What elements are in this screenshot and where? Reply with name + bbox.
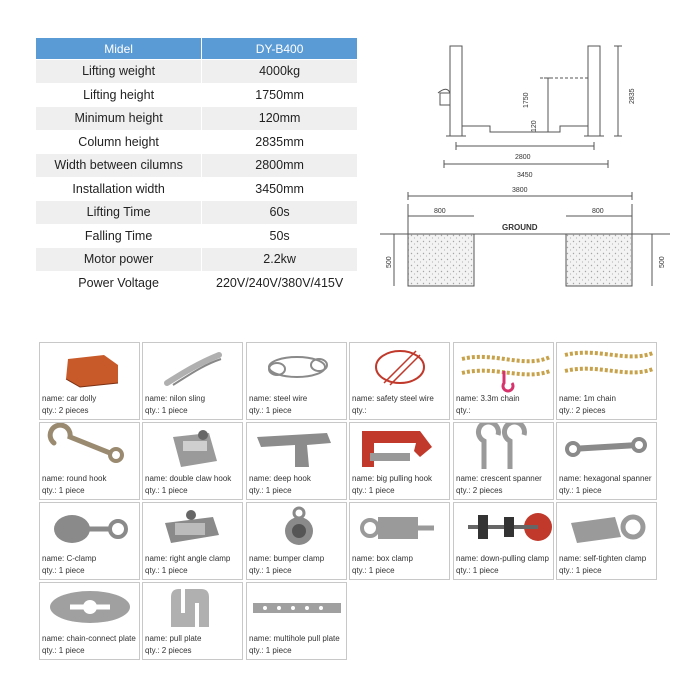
- accessory-card: [39, 582, 140, 660]
- spec-row: [36, 248, 358, 272]
- accessory-name: name: hexagonal spanner: [559, 474, 652, 483]
- accessory-card: [556, 422, 657, 500]
- accessory-qty: qty.: 1 piece: [352, 566, 395, 575]
- round-hook-icon: [40, 423, 139, 473]
- accessory-name: name: chain-connect plate: [42, 634, 136, 643]
- accessory-card: [556, 342, 657, 420]
- accessory-card: [246, 582, 347, 660]
- dim-left-pad-label: 800: [434, 208, 446, 215]
- pull-plate-icon: [143, 583, 242, 633]
- spec-value: 4000kg: [202, 60, 358, 84]
- box-clamp-icon: [350, 503, 449, 553]
- accessory-name: name: crescent spanner: [456, 474, 542, 483]
- spec-key: Falling Time: [36, 224, 202, 248]
- accessory-qty: qty.:: [456, 406, 471, 415]
- accessory-card: [142, 422, 243, 500]
- accessory-qty: qty.:: [352, 406, 367, 415]
- accessory-name: name: deep hook: [249, 474, 311, 483]
- accessory-name: name: steel wire: [249, 394, 308, 403]
- accessory-name: name: box clamp: [352, 554, 413, 563]
- spec-row: [36, 60, 358, 84]
- steel-wire-icon: [247, 343, 346, 393]
- dim-left-depth-label: 500: [386, 256, 393, 268]
- accessory-name: name: car dolly: [42, 394, 97, 403]
- hex-spanner-icon: [557, 423, 656, 473]
- spec-value: 220V/240V/380V/415V: [202, 271, 358, 295]
- accessory-qty: qty.: 1 piece: [249, 406, 292, 415]
- spec-value: 1750mm: [202, 83, 358, 107]
- accessory-name: name: double claw hook: [145, 474, 232, 483]
- accessory-qty: qty.: 1 piece: [456, 566, 499, 575]
- accessory-card: [349, 502, 450, 580]
- right-column: [588, 46, 600, 136]
- spec-row: [36, 107, 358, 131]
- left-foundation-pad: [408, 234, 474, 286]
- accessory-name: name: bumper clamp: [249, 554, 325, 563]
- foundation-drawing-svg: [380, 186, 670, 298]
- nylon-sling-icon: [143, 343, 242, 393]
- dim-lift-label: 1750: [523, 92, 530, 108]
- accessory-qty: qty.: 1 piece: [145, 486, 188, 495]
- spec-row: [36, 177, 358, 201]
- accessory-card: [39, 422, 140, 500]
- spec-key: Lifting Time: [36, 201, 202, 225]
- accessory-name: name: multihole pull plate: [249, 634, 340, 643]
- accessory-card: [142, 582, 243, 660]
- accessory-name: name: right angle clamp: [145, 554, 231, 563]
- car-dolly-icon: [40, 343, 139, 393]
- spec-row: [36, 130, 358, 154]
- spec-value: 2835mm: [202, 130, 358, 154]
- accessory-name: name: safety steel wire: [352, 394, 434, 403]
- ground-label: GROUND: [502, 223, 538, 232]
- angle-clamp-icon: [143, 503, 242, 553]
- dim-right-depth-label: 500: [659, 256, 666, 268]
- pulling-hook-icon: [350, 423, 449, 473]
- dim-total-label: 3800: [512, 187, 528, 194]
- accessory-qty: qty.: 2 pieces: [559, 406, 606, 415]
- dim-right-pad-label: 800: [592, 208, 604, 215]
- accessory-name: name: 3.3m chain: [456, 394, 520, 403]
- down-pulling-clamp-icon: [454, 503, 553, 553]
- right-foundation-pad: [566, 234, 632, 286]
- spec-key: Installation width: [36, 177, 202, 201]
- accessory-card: [246, 502, 347, 580]
- accessory-name: name: down-pulling clamp: [456, 554, 549, 563]
- dim-width-label: 2800: [515, 154, 531, 161]
- spec-value: 3450mm: [202, 177, 358, 201]
- safety-wire-icon: [350, 343, 449, 393]
- accessory-card: [142, 502, 243, 580]
- spec-value: 2.2kw: [202, 248, 358, 272]
- left-column: [450, 46, 462, 136]
- accessory-card: [142, 342, 243, 420]
- chain-icon: [557, 343, 656, 393]
- accessory-qty: qty.: 2 pieces: [42, 406, 89, 415]
- accessory-qty: qty.: 1 piece: [249, 646, 292, 655]
- accessory-name: name: nilon sling: [145, 394, 206, 403]
- spec-header-key: Midel: [36, 38, 202, 60]
- lift-dimension-drawing: [420, 38, 660, 188]
- accessory-qty: qty.: 1 piece: [559, 486, 602, 495]
- accessory-qty: qty.: 1 piece: [145, 566, 188, 575]
- spec-row: [36, 154, 358, 178]
- spec-table-header: [36, 38, 358, 60]
- spec-row: [36, 224, 358, 248]
- dim-height-label: 2835: [629, 88, 636, 104]
- crescent-spanner-icon: [454, 423, 553, 473]
- spec-key: Minimum height: [36, 107, 202, 131]
- deep-hook-icon: [247, 423, 346, 473]
- foundation-drawing: [380, 186, 670, 298]
- spec-value: 60s: [202, 201, 358, 225]
- spec-value: 50s: [202, 224, 358, 248]
- spec-value: 120mm: [202, 107, 358, 131]
- c-clamp-icon: [40, 503, 139, 553]
- accessory-card: [453, 342, 554, 420]
- accessory-card: [246, 422, 347, 500]
- claw-hook-icon: [143, 423, 242, 473]
- spec-key: Power Voltage: [36, 271, 202, 295]
- spec-key: Lifting weight: [36, 60, 202, 84]
- accessory-name: name: pull plate: [145, 634, 202, 643]
- multihole-plate-icon: [247, 583, 346, 633]
- spec-key: Width between cilumns: [36, 154, 202, 178]
- dim-install-label: 3450: [517, 172, 533, 179]
- accessory-qty: qty.: 1 piece: [559, 566, 602, 575]
- accessory-qty: qty.: 2 pieces: [145, 646, 192, 655]
- accessory-qty: qty.: 1 piece: [42, 646, 85, 655]
- spec-key: Column height: [36, 130, 202, 154]
- accessory-name: name: round hook: [42, 474, 107, 483]
- accessory-name: name: big pulling hook: [352, 474, 433, 483]
- accessory-qty: qty.: 1 piece: [352, 486, 395, 495]
- spec-row: [36, 271, 358, 295]
- connect-plate-icon: [40, 583, 139, 633]
- accessory-qty: qty.: 2 pieces: [456, 486, 503, 495]
- chain-hook-icon: [454, 343, 553, 393]
- lift-drawing-svg: [420, 38, 660, 188]
- spec-key: Lifting height: [36, 83, 202, 107]
- spec-row: [36, 201, 358, 225]
- accessory-card: [39, 502, 140, 580]
- spec-table: [36, 38, 358, 295]
- accessory-card: [246, 342, 347, 420]
- accessory-card: [453, 422, 554, 500]
- accessory-card: [349, 342, 450, 420]
- accessory-qty: qty.: 1 piece: [145, 406, 188, 415]
- spec-key: Motor power: [36, 248, 202, 272]
- bumper-clamp-icon: [247, 503, 346, 553]
- accessory-qty: qty.: 1 piece: [249, 566, 292, 575]
- accessory-card: [349, 422, 450, 500]
- accessory-name: name: self-tighten clamp: [559, 554, 647, 563]
- accessory-qty: qty.: 1 piece: [249, 486, 292, 495]
- accessory-qty: qty.: 1 piece: [42, 486, 85, 495]
- accessory-name: name: 1m chain: [559, 394, 616, 403]
- accessory-name: name: C-clamp: [42, 554, 97, 563]
- spec-header-value: DY-B400: [202, 38, 358, 60]
- accessory-card: [556, 502, 657, 580]
- accessory-qty: qty.: 1 piece: [42, 566, 85, 575]
- dim-min-label: 120: [531, 120, 538, 132]
- accessory-card: [453, 502, 554, 580]
- spec-row: [36, 83, 358, 107]
- self-tighten-clamp-icon: [557, 503, 656, 553]
- accessory-card: [39, 342, 140, 420]
- spec-value: 2800mm: [202, 154, 358, 178]
